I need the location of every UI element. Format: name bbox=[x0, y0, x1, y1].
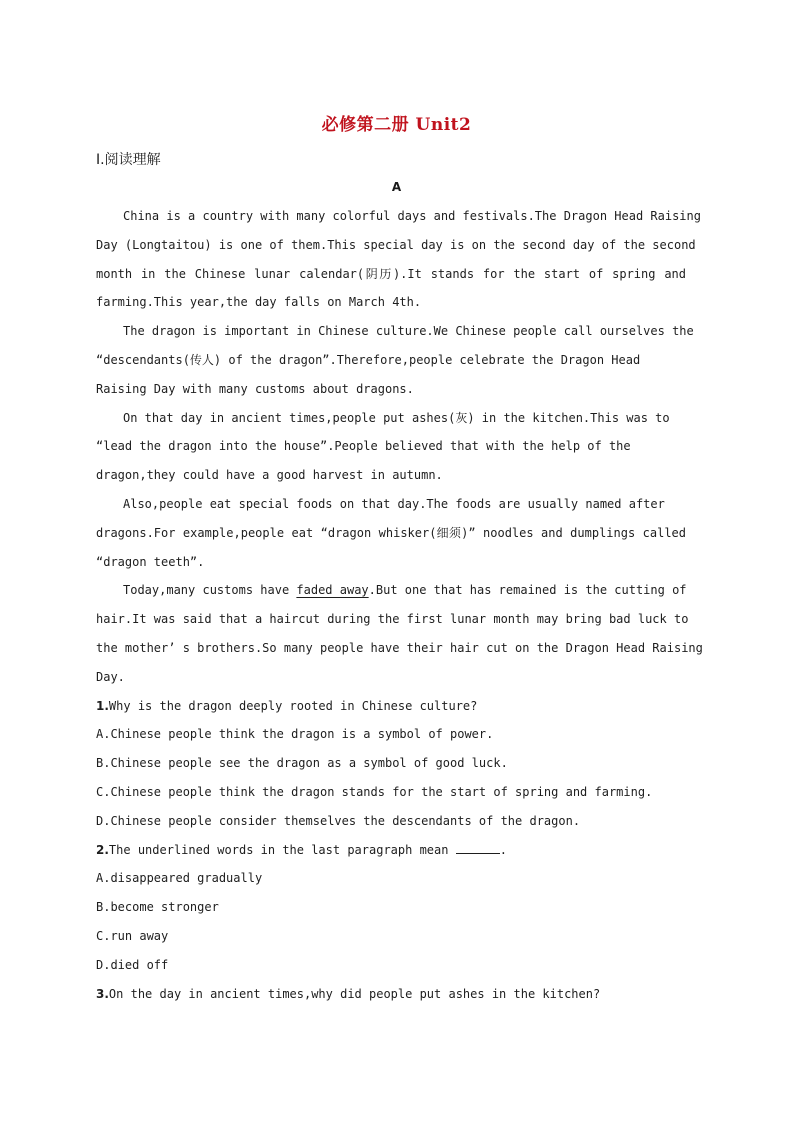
question-text: . bbox=[499, 843, 507, 857]
question-stem bbox=[96, 984, 686, 1004]
passage-line: On that day in ancient times,people put ashes(灰) in the kitchen.This was to bbox=[123, 411, 670, 425]
question-stem bbox=[96, 696, 686, 716]
answer-blank[interactable] bbox=[456, 841, 500, 854]
passage-label: A bbox=[391, 180, 402, 194]
section-heading: Ⅰ.阅读理解 bbox=[96, 152, 161, 168]
option-a[interactable]: A.Chinese people think the dragon is a symbol of power. bbox=[96, 727, 494, 741]
option-d[interactable]: D.Chinese people consider themselves the descendants of the dragon. bbox=[96, 814, 581, 828]
question-number: 3. bbox=[96, 987, 109, 1001]
question-text: Why is the dragon deeply rooted in Chinese culture? bbox=[108, 699, 478, 713]
passage-text: Today,many customs have bbox=[123, 583, 297, 597]
passage-line: farming.This year,the day falls on March 4th. bbox=[96, 295, 422, 309]
passage-line bbox=[123, 580, 686, 600]
passage-line: Also,people eat special foods on that day.The foods are usually named after bbox=[123, 497, 665, 511]
passage-line: hair.It was said that a haircut during the first lunar month may bring bad luck to bbox=[96, 612, 689, 626]
passage-line: Raising Day with many customs about dragons. bbox=[96, 382, 414, 396]
passage-text: .But one that has remained is the cutting of bbox=[368, 583, 687, 597]
underlined-phrase: faded away bbox=[296, 583, 369, 597]
passage-line: dragon,they could have a good harvest in autumn. bbox=[96, 468, 443, 482]
question-text: The underlined words in the last paragraph mean bbox=[108, 843, 456, 857]
option-c[interactable]: C.run away bbox=[96, 929, 169, 943]
option-b[interactable]: B.become stronger bbox=[96, 900, 219, 914]
option-a[interactable]: A.disappeared gradually bbox=[96, 871, 263, 885]
question-number: 1. bbox=[96, 699, 109, 713]
option-b[interactable]: B.Chinese people see the dragon as a symbol of good luck. bbox=[96, 756, 508, 770]
passage-line: “lead the dragon into the house”.People believed that with the help of the bbox=[96, 439, 631, 453]
passage-line: the mother’ s brothers.So many people have their hair cut on the Dragon Head Raising bbox=[96, 641, 703, 655]
option-c[interactable]: C.Chinese people think the dragon stands for the start of spring and farming. bbox=[96, 785, 653, 799]
option-d[interactable]: D.died off bbox=[96, 958, 169, 972]
passage-line: Day. bbox=[96, 670, 125, 684]
passage-line: China is a country with many colorful days and festivals.The Dragon Head Raising bbox=[123, 209, 701, 223]
passage-line: Day (Longtaitou) is one of them.This special day is on the second day of the second bbox=[96, 238, 696, 252]
question-stem bbox=[96, 840, 686, 860]
passage-line: dragons.For example,people eat “dragon whisker(细须)” noodles and dumplings called bbox=[96, 526, 686, 540]
passage-line: month in the Chinese lunar calendar(阴历).It stands for the start of spring and bbox=[96, 267, 686, 281]
passage-line: “descendants(传人) of the dragon”.Therefore,people celebrate the Dragon Head bbox=[96, 353, 641, 367]
question-number: 2. bbox=[96, 843, 109, 857]
page-title: 必修第二册 Unit2 bbox=[321, 115, 472, 135]
question-text: On the day in ancient times,why did people put ashes in the kitchen? bbox=[108, 987, 601, 1001]
passage-line: The dragon is important in Chinese culture.We Chinese people call ourselves the bbox=[123, 324, 694, 338]
passage-line: “dragon teeth”. bbox=[96, 555, 205, 569]
